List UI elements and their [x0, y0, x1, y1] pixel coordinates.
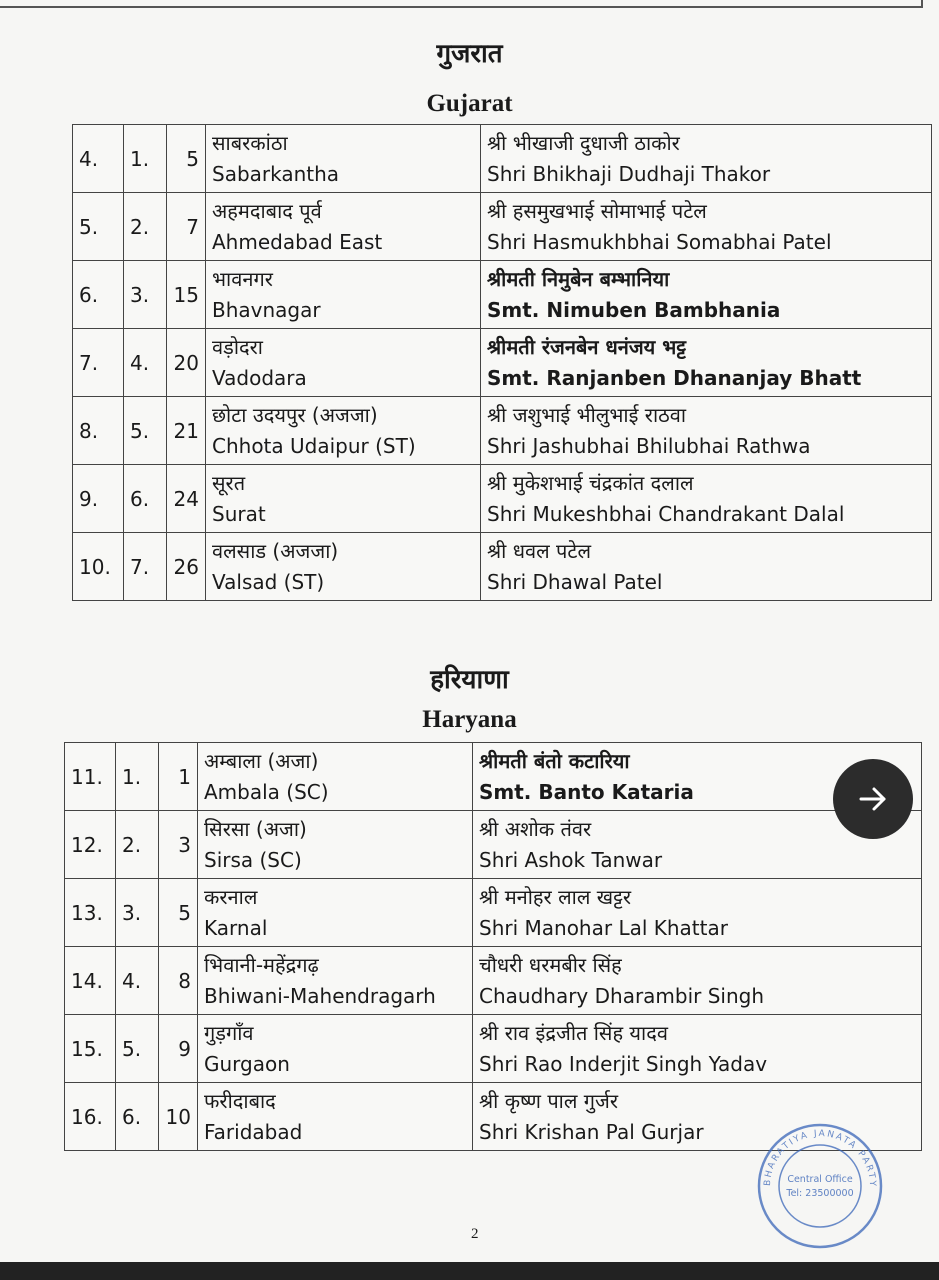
constituency-name-hindi: वलसाड (अजजा) — [212, 538, 339, 563]
seal-office-text: Central Office — [787, 1174, 853, 1185]
constituency-name-hindi: वड़ोदरा — [212, 334, 263, 359]
arrow-right-icon — [856, 782, 890, 816]
candidate-row — [65, 743, 922, 811]
constituency-name-hindi: साबरकांठा — [212, 130, 288, 155]
constituency-name-hindi: सिरसा (अजा) — [204, 816, 307, 841]
state-serial-cell — [116, 1083, 159, 1151]
serial-number: 6. — [79, 282, 99, 307]
constituency-name-hindi: करनाल — [204, 884, 258, 909]
constituency-number-cell — [167, 533, 206, 601]
candidate-row — [73, 261, 932, 329]
constituency-cell — [198, 1083, 473, 1151]
constituency-name-english: Sabarkantha — [212, 161, 340, 186]
candidate-name-hindi: श्री राव इंद्रजीत सिंह यादव — [479, 1020, 668, 1045]
constituency-number-cell — [167, 125, 206, 193]
constituency-number-cell — [159, 879, 198, 947]
section-title-hindi: गुजरात — [436, 39, 503, 69]
candidate-row — [73, 125, 932, 193]
haryana-candidate-table — [64, 742, 922, 1151]
top-divider — [0, 0, 923, 8]
state-serial-number: 2. — [122, 832, 142, 857]
candidate-cell — [473, 879, 922, 947]
constituency-number: 8 — [178, 968, 191, 993]
constituency-name-english: Vadodara — [212, 365, 307, 390]
constituency-cell — [198, 1015, 473, 1083]
state-serial-cell — [124, 125, 167, 193]
constituency-name-english: Karnal — [204, 915, 268, 940]
next-page-button[interactable] — [833, 759, 913, 839]
candidate-name-english: Shri Krishan Pal Gurjar — [479, 1119, 704, 1144]
serial-number: 10. — [79, 554, 111, 579]
candidate-row — [73, 193, 932, 261]
candidate-row — [73, 397, 932, 465]
constituency-cell — [198, 947, 473, 1015]
state-serial-number: 4. — [122, 968, 142, 993]
party-seal-stamp — [754, 1120, 886, 1252]
state-serial-number: 6. — [122, 1104, 142, 1129]
constituency-number: 5 — [186, 146, 199, 171]
candidate-cell — [481, 193, 932, 261]
constituency-cell — [198, 879, 473, 947]
candidate-name-english: Shri Jashubhai Bhilubhai Rathwa — [487, 433, 811, 458]
serial-number-cell — [73, 465, 124, 533]
constituency-number-cell — [159, 811, 198, 879]
serial-number-cell — [73, 329, 124, 397]
state-serial-cell — [116, 947, 159, 1015]
candidate-name-english: Shri Manohar Lal Khattar — [479, 915, 728, 940]
constituency-name-hindi: भिवानी-महेंद्रगढ़ — [204, 952, 319, 977]
state-serial-cell — [124, 261, 167, 329]
candidate-row — [73, 533, 932, 601]
serial-number-cell — [65, 1015, 116, 1083]
state-serial-number: 1. — [122, 764, 142, 789]
constituency-number: 7 — [186, 214, 199, 239]
serial-number-cell — [73, 193, 124, 261]
constituency-number-cell — [167, 193, 206, 261]
constituency-name-english: Bhavnagar — [212, 297, 321, 322]
serial-number: 8. — [79, 418, 99, 443]
constituency-cell — [206, 533, 481, 601]
candidate-row — [73, 329, 932, 397]
state-serial-cell — [124, 329, 167, 397]
seal-phone-text: Tel: 23500000 — [786, 1188, 854, 1199]
candidate-name-hindi: श्रीमती रंजनबेन धनंजय भट्ट — [487, 334, 687, 359]
constituency-number: 5 — [178, 900, 191, 925]
serial-number: 9. — [79, 486, 99, 511]
constituency-number-cell — [167, 261, 206, 329]
state-serial-number: 4. — [130, 350, 150, 375]
candidate-name-english: Shri Ashok Tanwar — [479, 847, 663, 872]
constituency-number-cell — [159, 743, 198, 811]
serial-number-cell — [65, 879, 116, 947]
candidate-name-hindi: श्री जशुभाई भीलुभाई राठवा — [487, 402, 687, 427]
candidate-name-hindi: श्रीमती बंतो कटारिया — [479, 748, 630, 773]
serial-number-cell — [65, 947, 116, 1015]
constituency-name-english: Ahmedabad East — [212, 229, 383, 254]
candidate-name-english: Shri Bhikhaji Dudhaji Thakor — [487, 161, 771, 186]
candidate-cell — [481, 125, 932, 193]
constituency-number: 24 — [173, 486, 199, 511]
serial-number-cell — [73, 533, 124, 601]
candidate-name-english: Smt. Banto Kataria — [479, 779, 694, 804]
state-serial-number: 1. — [130, 146, 150, 171]
candidate-cell — [481, 397, 932, 465]
candidate-name-english: Smt. Nimuben Bambhania — [487, 297, 781, 322]
serial-number: 11. — [71, 764, 103, 789]
bottom-bar — [0, 1262, 939, 1280]
constituency-name-english: Bhiwani-Mahendragarh — [204, 983, 436, 1008]
constituency-number: 9 — [178, 1036, 191, 1061]
serial-number-cell — [73, 125, 124, 193]
constituency-name-english: Sirsa (SC) — [204, 847, 302, 872]
constituency-name-english: Chhota Udaipur (ST) — [212, 433, 416, 458]
state-serial-number: 7. — [130, 554, 150, 579]
section-title-english: Haryana — [422, 706, 517, 733]
candidate-row — [65, 1015, 922, 1083]
candidate-name-english: Shri Hasmukhbhai Somabhai Patel — [487, 229, 832, 254]
state-serial-cell — [116, 811, 159, 879]
state-serial-number: 3. — [130, 282, 150, 307]
candidate-name-hindi: चौधरी धरमबीर सिंह — [479, 952, 622, 977]
gujarat-candidate-table — [72, 124, 932, 601]
constituency-name-english: Surat — [212, 501, 266, 526]
state-serial-number: 5. — [130, 418, 150, 443]
candidate-name-english: Shri Dhawal Patel — [487, 569, 663, 594]
state-serial-number: 6. — [130, 486, 150, 511]
serial-number-cell — [65, 1083, 116, 1151]
serial-number: 7. — [79, 350, 99, 375]
serial-number-cell — [65, 811, 116, 879]
constituency-number: 26 — [173, 554, 199, 579]
candidate-cell — [481, 261, 932, 329]
candidate-cell — [481, 465, 932, 533]
constituency-name-english: Faridabad — [204, 1119, 303, 1144]
constituency-cell — [206, 125, 481, 193]
candidate-cell — [481, 533, 932, 601]
constituency-number-cell — [167, 397, 206, 465]
state-serial-cell — [124, 533, 167, 601]
candidate-row — [65, 947, 922, 1015]
seal-ring-text: BHARATIYA JANATA PARTY — [762, 1128, 878, 1189]
candidate-row — [65, 879, 922, 947]
section-title-english: Gujarat — [426, 90, 513, 117]
serial-number-cell — [73, 261, 124, 329]
state-serial-number: 3. — [122, 900, 142, 925]
candidate-name-hindi: श्री अशोक तंवर — [479, 816, 592, 841]
constituency-cell — [206, 193, 481, 261]
candidate-name-hindi: श्री धवल पटेल — [487, 538, 592, 563]
serial-number: 12. — [71, 832, 103, 857]
section-title-hindi: हरियाणा — [430, 665, 509, 695]
candidate-name-hindi: श्री मुकेशभाई चंद्रकांत दलाल — [487, 470, 694, 495]
constituency-number-cell — [159, 947, 198, 1015]
constituency-number-cell — [167, 329, 206, 397]
constituency-name-hindi: सूरत — [212, 470, 246, 495]
candidate-cell — [473, 947, 922, 1015]
serial-number: 14. — [71, 968, 103, 993]
serial-number-cell — [73, 397, 124, 465]
serial-number: 16. — [71, 1104, 103, 1129]
constituency-number: 21 — [173, 418, 199, 443]
constituency-number: 15 — [173, 282, 199, 307]
constituency-cell — [206, 397, 481, 465]
constituency-name-english: Valsad (ST) — [212, 569, 325, 594]
constituency-cell — [206, 465, 481, 533]
serial-number: 5. — [79, 214, 99, 239]
serial-number: 13. — [71, 900, 103, 925]
candidate-name-hindi: श्री भीखाजी दुधाजी ठाकोर — [487, 130, 680, 155]
constituency-name-hindi: फरीदाबाद — [204, 1088, 276, 1113]
constituency-name-hindi: भावनगर — [212, 266, 273, 291]
constituency-number: 3 — [178, 832, 191, 857]
constituency-cell — [206, 329, 481, 397]
candidate-name-english: Chaudhary Dharambir Singh — [479, 983, 765, 1008]
constituency-number-cell — [159, 1083, 198, 1151]
constituency-number-cell — [167, 465, 206, 533]
candidate-name-hindi: श्रीमती निमुबेन बम्भानिया — [487, 266, 670, 291]
constituency-number: 1 — [178, 764, 191, 789]
candidate-name-english: Smt. Ranjanben Dhananjay Bhatt — [487, 365, 862, 390]
constituency-name-hindi: गुड़गाँव — [204, 1020, 254, 1045]
candidate-name-hindi: श्री कृष्ण पाल गुर्जर — [479, 1088, 619, 1113]
constituency-name-hindi: छोटा उदयपुर (अजजा) — [212, 402, 378, 427]
candidate-name-hindi: श्री मनोहर लाल खट्टर — [479, 884, 632, 909]
constituency-cell — [198, 811, 473, 879]
constituency-cell — [206, 261, 481, 329]
candidate-cell — [473, 1015, 922, 1083]
state-serial-cell — [124, 193, 167, 261]
constituency-number: 10 — [165, 1104, 191, 1129]
state-serial-number: 5. — [122, 1036, 142, 1061]
constituency-name-hindi: अम्बाला (अजा) — [204, 748, 319, 773]
constituency-name-english: Gurgaon — [204, 1051, 290, 1076]
candidate-name-hindi: श्री हसमुखभाई सोमाभाई पटेल — [487, 198, 707, 223]
constituency-number: 20 — [173, 350, 199, 375]
state-serial-cell — [124, 397, 167, 465]
constituency-cell — [198, 743, 473, 811]
state-serial-cell — [116, 1015, 159, 1083]
page-number: 2 — [471, 1226, 479, 1242]
candidate-name-english: Shri Rao Inderjit Singh Yadav — [479, 1051, 768, 1076]
state-serial-cell — [124, 465, 167, 533]
candidate-name-english: Shri Mukeshbhai Chandrakant Dalal — [487, 501, 845, 526]
constituency-name-hindi: अहमदाबाद पूर्व — [212, 198, 322, 223]
serial-number: 4. — [79, 146, 99, 171]
state-serial-cell — [116, 879, 159, 947]
serial-number: 15. — [71, 1036, 103, 1061]
serial-number-cell — [65, 743, 116, 811]
candidate-row — [65, 811, 922, 879]
candidate-row — [73, 465, 932, 533]
candidate-cell — [481, 329, 932, 397]
state-serial-number: 2. — [130, 214, 150, 239]
constituency-name-english: Ambala (SC) — [204, 779, 329, 804]
constituency-number-cell — [159, 1015, 198, 1083]
state-serial-cell — [116, 743, 159, 811]
